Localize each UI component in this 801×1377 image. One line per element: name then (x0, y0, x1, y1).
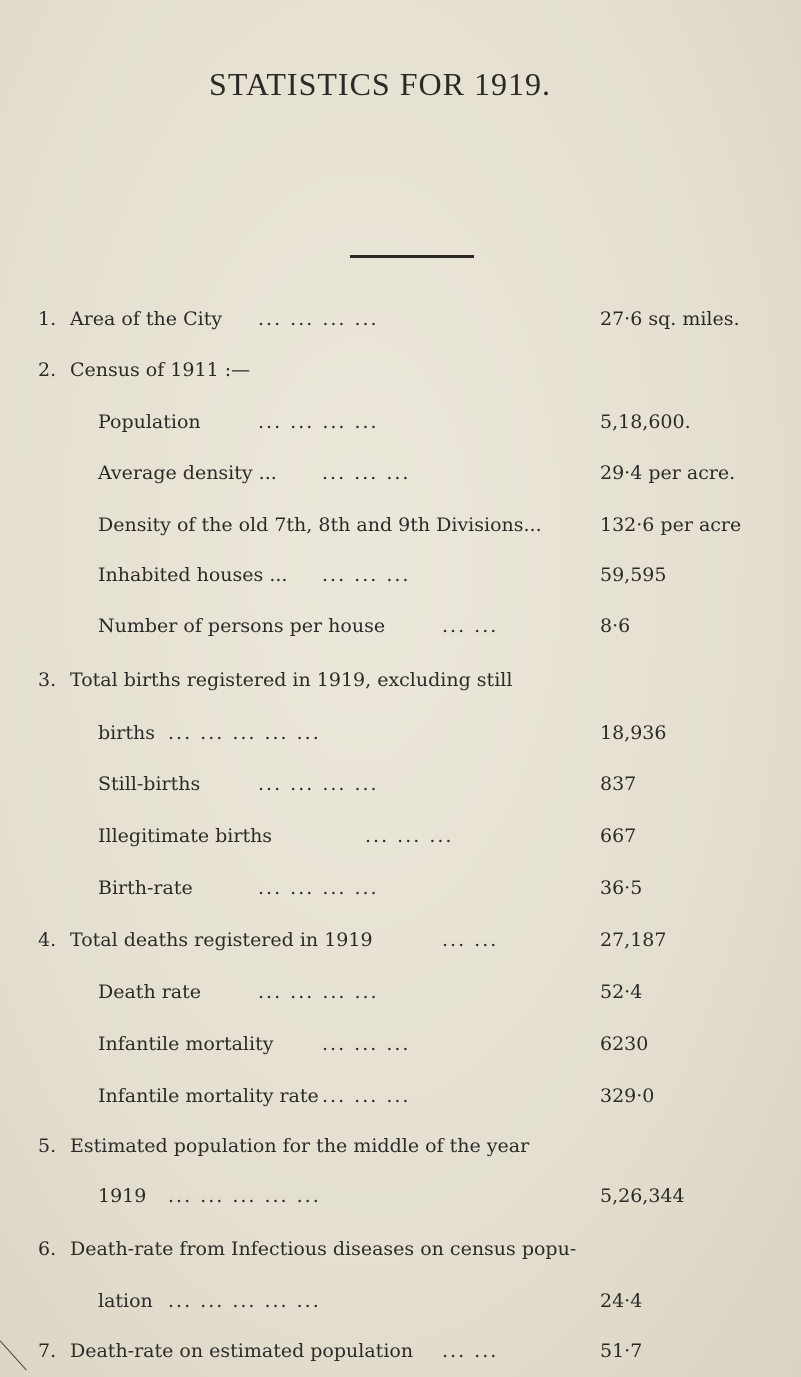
stat-label: 1919 (98, 1185, 147, 1207)
stat-label: Total deaths registered in 1919 (70, 929, 373, 951)
stat-value: 667 (600, 825, 637, 847)
stat-value: 5,26,344 (600, 1185, 685, 1207)
leader-dots: ... ... ... ... (258, 981, 379, 1003)
stat-label: Number of persons per house (98, 615, 386, 637)
stat-label: Illegitimate births (98, 825, 273, 847)
stat-label: Inhabited houses ... (98, 564, 288, 586)
leader-dots: ... ... ... ... ... (168, 722, 321, 744)
leader-dots: ... ... (442, 615, 499, 637)
title-underline (350, 255, 474, 258)
corner-mark (0, 1340, 27, 1370)
stat-label: Total births registered in 1919, excluding still (70, 669, 513, 691)
stat-value: 27,187 (600, 929, 667, 951)
stat-value: 29·4 per acre. (600, 462, 736, 484)
stat-value: 18,936 (600, 722, 667, 744)
stat-value: 132·6 per acre (600, 514, 742, 536)
stat-label: Infantile mortality rate (98, 1085, 319, 1107)
stat-label: Census of 1911 :— (70, 359, 251, 381)
stat-label: lation (98, 1290, 153, 1312)
item-number: 2. (38, 359, 57, 381)
stat-value: 8·6 (600, 615, 631, 637)
leader-dots: ... ... ... ... ... (168, 1185, 321, 1207)
item-number: 7. (38, 1340, 57, 1362)
leader-dots: ... ... ... (365, 825, 454, 847)
stat-label: Estimated population for the middle of the year (70, 1135, 530, 1157)
leader-dots: ... ... ... ... (258, 877, 379, 899)
stat-label: Area of the City (70, 308, 223, 330)
stat-label: Infantile mortality (98, 1033, 274, 1055)
stat-value: 6230 (600, 1033, 649, 1055)
leader-dots: ... ... ... ... (258, 308, 379, 330)
leader-dots: ... ... ... (322, 1033, 411, 1055)
stat-value: 51·7 (600, 1340, 643, 1362)
stat-label: Still-births (98, 773, 201, 795)
leader-dots: ... ... ... (322, 1085, 411, 1107)
leader-dots: ... ... (442, 1340, 499, 1362)
stat-label: Death-rate on estimated population (70, 1340, 414, 1362)
item-number: 3. (38, 669, 57, 691)
stat-label: Birth-rate (98, 877, 193, 899)
leader-dots: ... ... ... (322, 564, 411, 586)
stat-label: Average density ... (98, 462, 277, 484)
stat-label: Death-rate from Infectious diseases on census popu- (70, 1238, 577, 1260)
stat-value: 837 (600, 773, 637, 795)
stat-label: Density of the old 7th, 8th and 9th Divisions... (98, 514, 542, 536)
stat-label: births (98, 722, 155, 744)
stat-value: 24·4 (600, 1290, 643, 1312)
stat-value: 36·5 (600, 877, 643, 899)
item-number: 1. (38, 308, 57, 330)
leader-dots: ... ... ... ... ... (168, 1290, 321, 1312)
item-number: 5. (38, 1135, 57, 1157)
stat-value: 52·4 (600, 981, 643, 1003)
stat-value: 5,18,600. (600, 411, 691, 433)
leader-dots: ... ... (442, 929, 499, 951)
leader-dots: ... ... ... ... (258, 773, 379, 795)
stat-value: 27·6 sq. miles. (600, 308, 740, 330)
item-number: 6. (38, 1238, 57, 1260)
page-title: STATISTICS FOR 1919. (209, 66, 551, 102)
stat-label: Population (98, 411, 201, 433)
item-number: 4. (38, 929, 57, 951)
stat-label: Death rate (98, 981, 202, 1003)
leader-dots: ... ... ... (322, 462, 411, 484)
stat-value: 329·0 (600, 1085, 655, 1107)
leader-dots: ... ... ... ... (258, 411, 379, 433)
stat-value: 59,595 (600, 564, 667, 586)
